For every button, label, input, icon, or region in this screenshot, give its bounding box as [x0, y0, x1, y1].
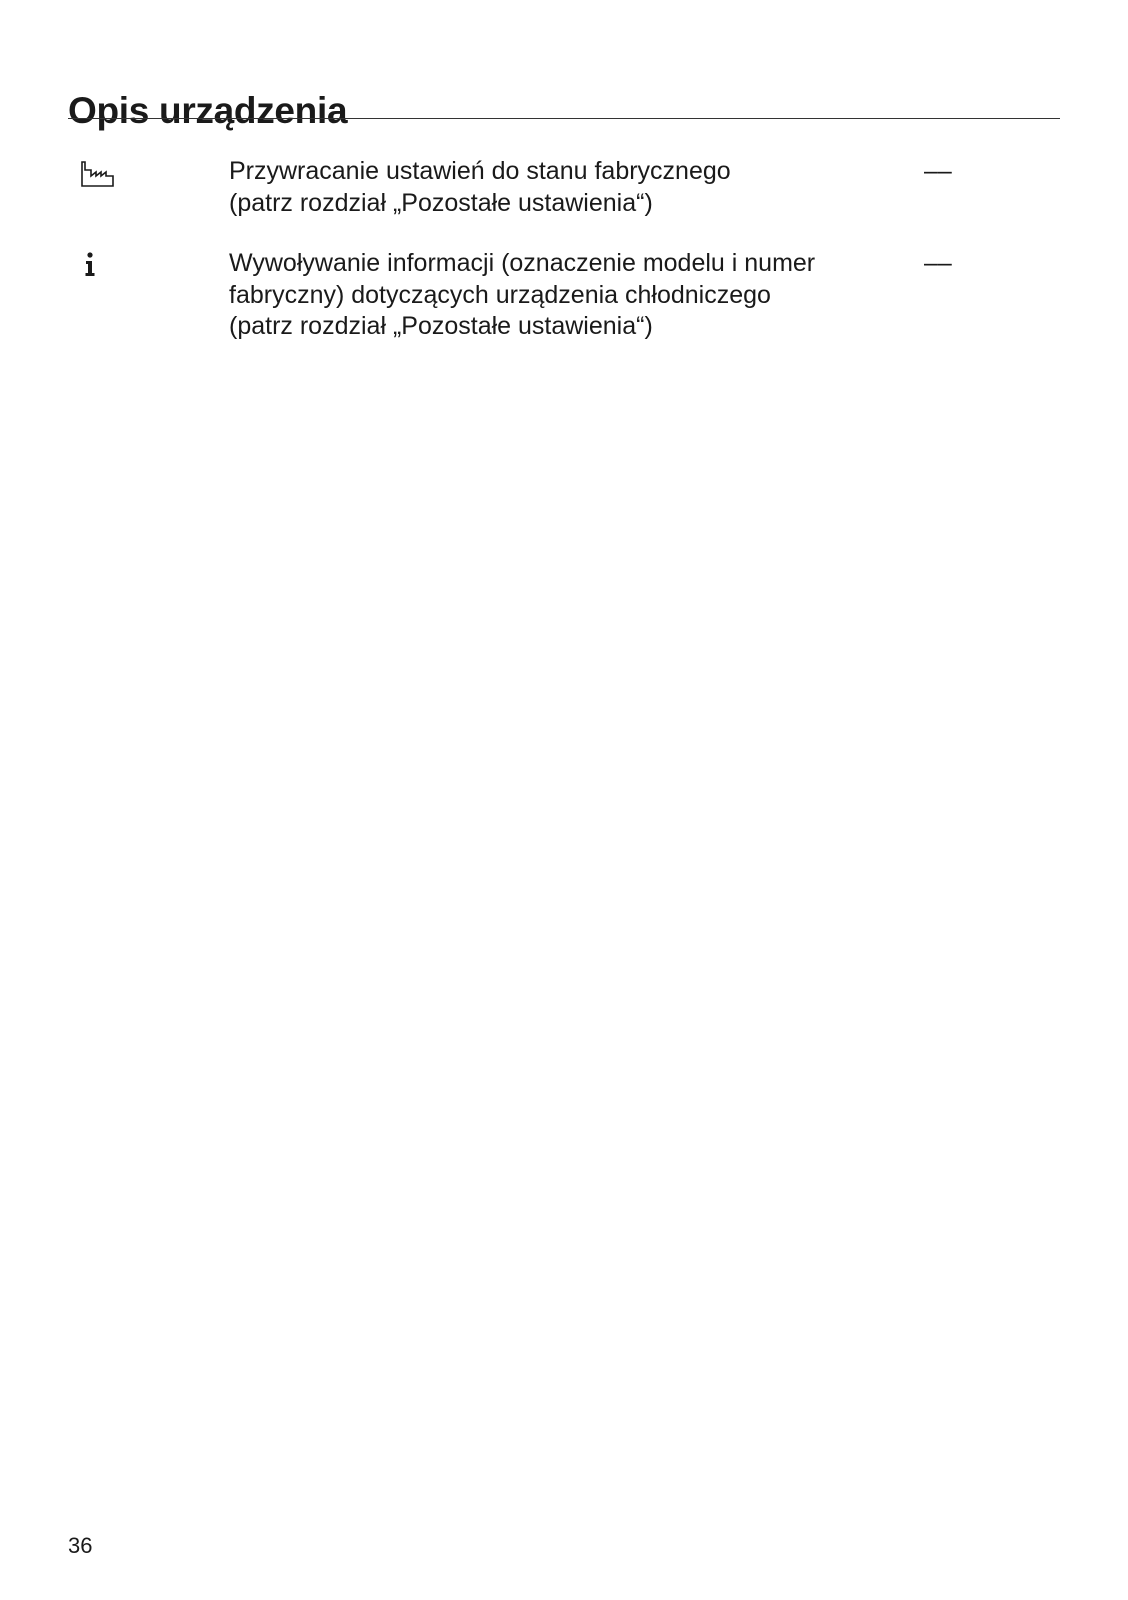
entry-value: ––	[924, 249, 952, 277]
title-divider	[68, 118, 1060, 119]
factory-reset-icon	[80, 158, 116, 190]
entry-description	[229, 156, 869, 219]
page-number: 36	[68, 1533, 93, 1558]
description-line: Wywoływanie informacji (oznaczenie modelu i numer	[229, 249, 816, 277]
description-line: fabryczny) dotyczących urządzenia chłodniczego	[229, 280, 771, 309]
description-line: (patrz rozdział „Pozostałe ustawienia“)	[229, 188, 653, 217]
page-title: Opis urządzenia	[68, 89, 348, 131]
description-line: Przywracanie ustawień do stanu fabrycznego	[229, 157, 731, 185]
entry-description	[229, 248, 869, 343]
description-line: (patrz rozdział „Pozostałe ustawienia“)	[229, 312, 653, 340]
info-icon	[80, 250, 116, 282]
entry-value: ––	[924, 157, 952, 185]
